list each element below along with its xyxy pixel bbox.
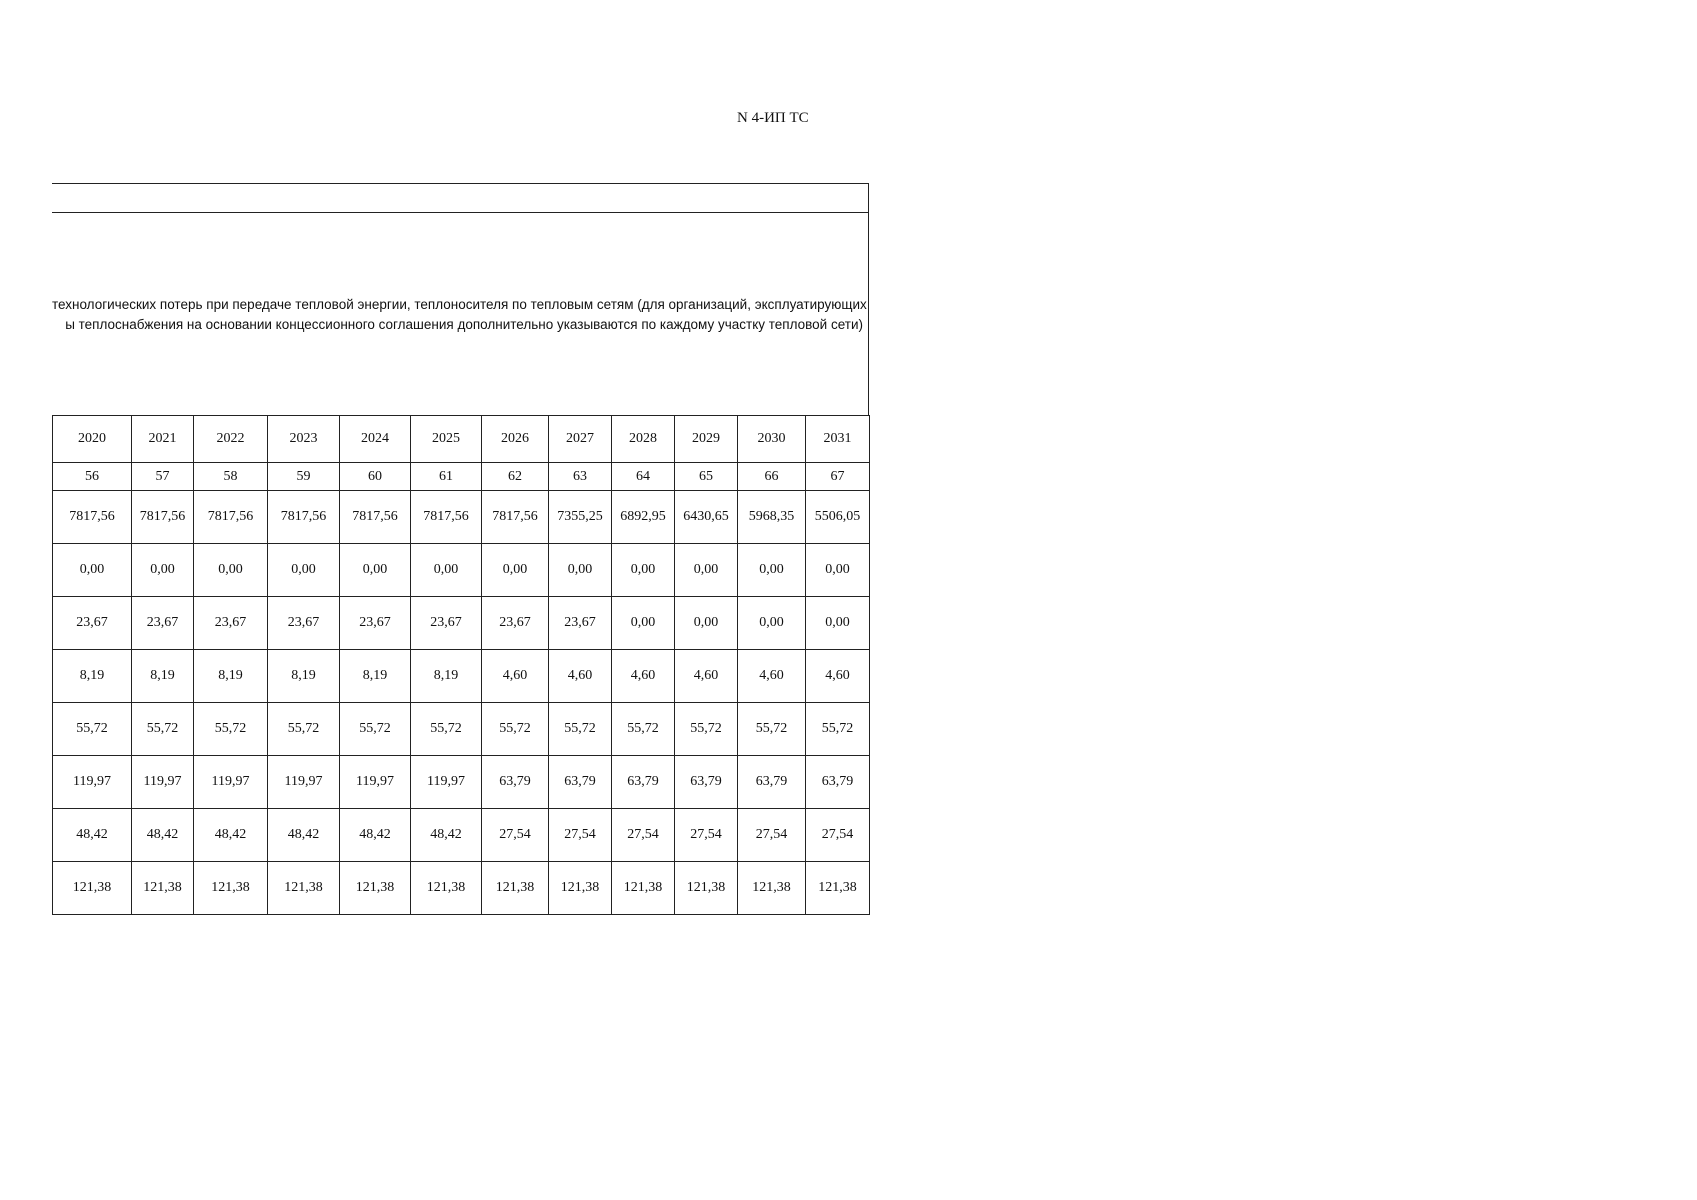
table-cell: 55,72	[806, 703, 870, 756]
table-cell: 64	[612, 463, 675, 491]
column-number-row	[53, 463, 870, 491]
table-cell: 27,54	[738, 809, 806, 862]
table-cell: 66	[738, 463, 806, 491]
table-cell: 5968,35	[738, 491, 806, 544]
table-cell: 2025	[411, 416, 482, 463]
table-cell: 48,42	[268, 809, 340, 862]
table-cell: 63,79	[482, 756, 549, 809]
table-cell: 8,19	[194, 650, 268, 703]
table-cell: 27,54	[482, 809, 549, 862]
table-cell: 63,79	[675, 756, 738, 809]
table-cell: 7817,56	[194, 491, 268, 544]
table-cell: 23,67	[549, 597, 612, 650]
table-cell: 55,72	[675, 703, 738, 756]
table-cell: 119,97	[340, 756, 411, 809]
table-cell: 2024	[340, 416, 411, 463]
table-cell: 0,00	[612, 597, 675, 650]
table-cell: 6430,65	[675, 491, 738, 544]
table-cell: 23,67	[340, 597, 411, 650]
table-cell: 6892,95	[612, 491, 675, 544]
table-cell: 7817,56	[268, 491, 340, 544]
table-cell: 55,72	[53, 703, 132, 756]
table-cell: 55,72	[738, 703, 806, 756]
table-cell: 27,54	[549, 809, 612, 862]
title-line-2: ы теплоснабжения на основании концессионного соглашения дополнительно указываются по каждому участку тепловой сети)	[65, 317, 863, 332]
table-cell: 48,42	[53, 809, 132, 862]
table-cell: 56	[53, 463, 132, 491]
table-cell: 55,72	[549, 703, 612, 756]
table-cell: 4,60	[806, 650, 870, 703]
table-cell: 55,72	[194, 703, 268, 756]
table-cell: 0,00	[806, 597, 870, 650]
table-cell: 60	[340, 463, 411, 491]
table-cell: 0,00	[738, 544, 806, 597]
table-cell: 119,97	[194, 756, 268, 809]
table-cell: 7817,56	[53, 491, 132, 544]
table-cell: 121,38	[194, 862, 268, 915]
table-cell: 121,38	[738, 862, 806, 915]
table-cell: 121,38	[612, 862, 675, 915]
table-cell: 8,19	[340, 650, 411, 703]
table-cell: 58	[194, 463, 268, 491]
table-cell: 55,72	[612, 703, 675, 756]
table-cell: 4,60	[612, 650, 675, 703]
table-row	[53, 597, 870, 650]
table-cell: 0,00	[53, 544, 132, 597]
table-cell: 8,19	[411, 650, 482, 703]
table-cell: 2023	[268, 416, 340, 463]
table-cell: 65	[675, 463, 738, 491]
table-cell: 119,97	[53, 756, 132, 809]
table-cell: 2029	[675, 416, 738, 463]
table-cell: 55,72	[482, 703, 549, 756]
table-cell: 63,79	[612, 756, 675, 809]
table-cell: 2021	[132, 416, 194, 463]
table-cell: 63,79	[549, 756, 612, 809]
table-cell: 0,00	[340, 544, 411, 597]
table-cell: 7817,56	[132, 491, 194, 544]
table-cell: 4,60	[482, 650, 549, 703]
table-cell: 4,60	[549, 650, 612, 703]
table-cell: 121,38	[132, 862, 194, 915]
table-cell: 59	[268, 463, 340, 491]
table-cell: 27,54	[612, 809, 675, 862]
table-row	[53, 544, 870, 597]
form-code: N 4-ИП ТС	[737, 110, 809, 126]
table-cell: 55,72	[411, 703, 482, 756]
table-cell: 48,42	[132, 809, 194, 862]
table-cell: 4,60	[738, 650, 806, 703]
table-cell: 5506,05	[806, 491, 870, 544]
table-cell: 0,00	[612, 544, 675, 597]
table-cell: 121,38	[53, 862, 132, 915]
table-cell: 23,67	[53, 597, 132, 650]
table-row	[53, 650, 870, 703]
table-cell: 55,72	[132, 703, 194, 756]
table-cell: 0,00	[549, 544, 612, 597]
table-row	[53, 862, 870, 915]
table-cell: 48,42	[340, 809, 411, 862]
table-cell: 0,00	[738, 597, 806, 650]
table-header-box	[52, 183, 869, 416]
table-cell: 23,67	[132, 597, 194, 650]
table-cell: 23,67	[482, 597, 549, 650]
year-header-row	[53, 416, 870, 463]
header-divider	[52, 212, 868, 213]
table-cell: 0,00	[194, 544, 268, 597]
table-cell: 119,97	[132, 756, 194, 809]
table-cell: 2026	[482, 416, 549, 463]
table-cell: 23,67	[194, 597, 268, 650]
table-cell: 8,19	[132, 650, 194, 703]
table-cell: 8,19	[53, 650, 132, 703]
table-cell: 121,38	[675, 862, 738, 915]
table-cell: 2020	[53, 416, 132, 463]
table-title	[52, 295, 867, 335]
table-cell: 2030	[738, 416, 806, 463]
table-cell: 121,38	[806, 862, 870, 915]
table-cell: 23,67	[411, 597, 482, 650]
table-cell: 121,38	[482, 862, 549, 915]
table-cell: 63,79	[738, 756, 806, 809]
table-cell: 7355,25	[549, 491, 612, 544]
table-cell: 23,67	[268, 597, 340, 650]
table-cell: 121,38	[340, 862, 411, 915]
table-row	[53, 809, 870, 862]
table-row	[53, 491, 870, 544]
table-cell: 63,79	[806, 756, 870, 809]
table-cell: 119,97	[411, 756, 482, 809]
table-cell: 67	[806, 463, 870, 491]
table-cell: 7817,56	[411, 491, 482, 544]
table-cell: 121,38	[268, 862, 340, 915]
table-cell: 27,54	[675, 809, 738, 862]
table-cell: 2022	[194, 416, 268, 463]
table-cell: 57	[132, 463, 194, 491]
data-table	[52, 415, 870, 915]
table-cell: 0,00	[675, 544, 738, 597]
table-cell: 55,72	[340, 703, 411, 756]
table-cell: 0,00	[806, 544, 870, 597]
table-cell: 121,38	[411, 862, 482, 915]
table-cell: 7817,56	[340, 491, 411, 544]
table-cell: 2031	[806, 416, 870, 463]
table-cell: 61	[411, 463, 482, 491]
table-cell: 27,54	[806, 809, 870, 862]
table-cell: 2027	[549, 416, 612, 463]
table-cell: 2028	[612, 416, 675, 463]
table-cell: 119,97	[268, 756, 340, 809]
table-cell: 7817,56	[482, 491, 549, 544]
table-row	[53, 703, 870, 756]
table-cell: 0,00	[675, 597, 738, 650]
table-cell: 4,60	[675, 650, 738, 703]
table-cell: 0,00	[482, 544, 549, 597]
title-line-1: технологических потерь при передаче тепловой энергии, теплоносителя по тепловым сетям (для организаций, эксплуатирующих	[52, 297, 867, 312]
table-cell: 8,19	[268, 650, 340, 703]
table-cell: 0,00	[411, 544, 482, 597]
table-cell: 63	[549, 463, 612, 491]
table-cell: 48,42	[411, 809, 482, 862]
table-cell: 0,00	[268, 544, 340, 597]
table-cell: 48,42	[194, 809, 268, 862]
table-cell: 0,00	[132, 544, 194, 597]
table-cell: 62	[482, 463, 549, 491]
table-row	[53, 756, 870, 809]
table-cell: 55,72	[268, 703, 340, 756]
table-cell: 121,38	[549, 862, 612, 915]
